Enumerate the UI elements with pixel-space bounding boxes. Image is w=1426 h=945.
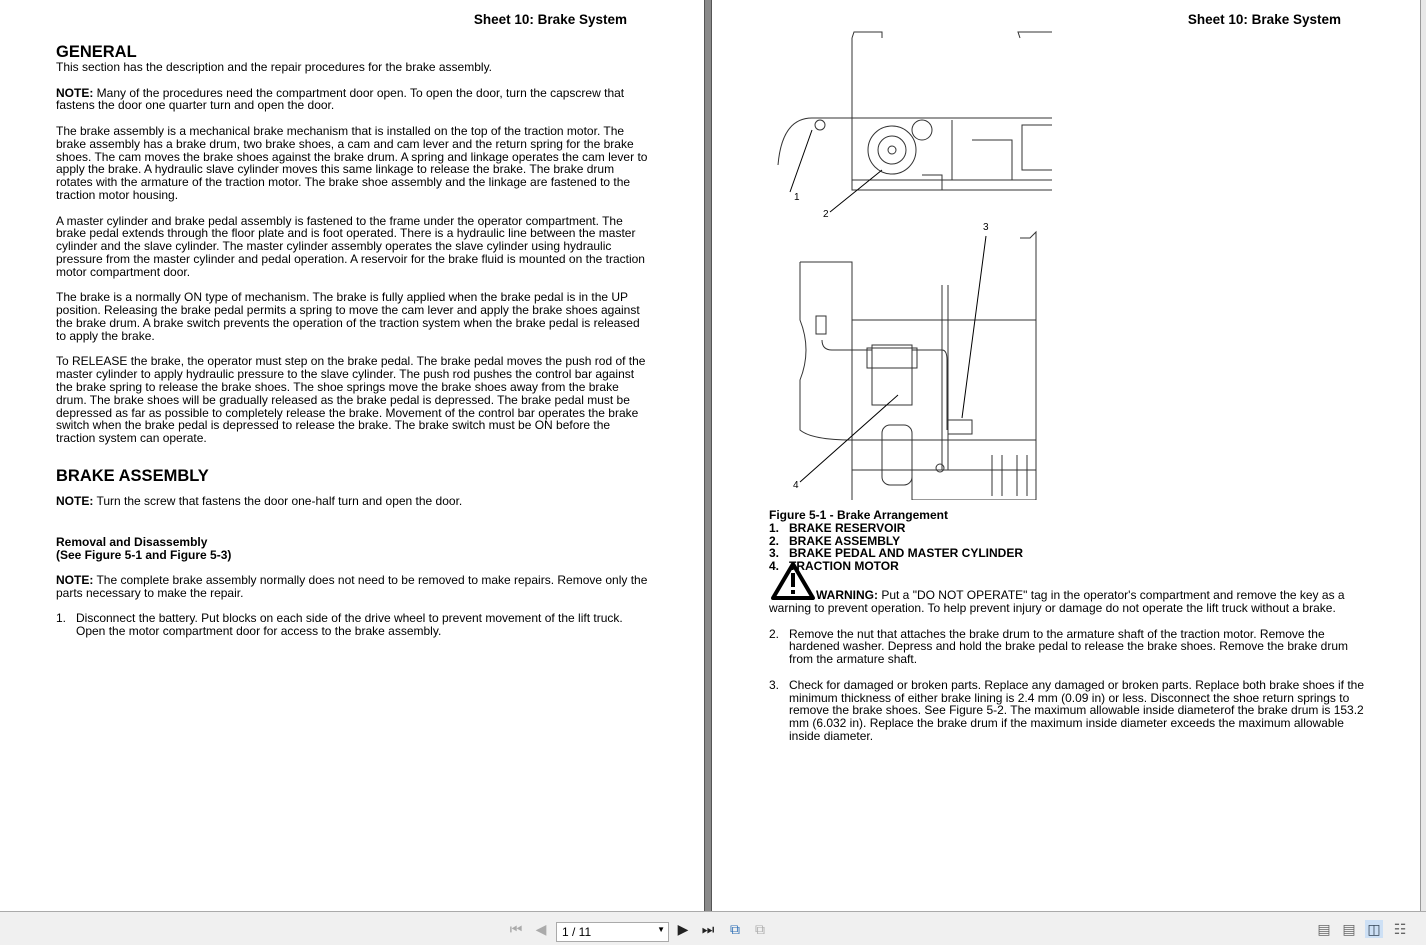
paragraph: A master cylinder and brake pedal assembly is fastened to the frame under the operator compartment. The brake pedal extends through the floor plate and is foot operated. There is a hydraulic line between the master cylinder and the slave cylinder. The master cylinder assembly operates the slave cylinder using hydraulic pressure from the master cylinder and pedal operation. A reservoir for the brake fluid is mounted on the traction motor compartment door.	[56, 213, 645, 279]
page-header: Sheet 10: Brake System	[1187, 12, 1341, 27]
warning	[769, 589, 1364, 615]
first-page-icon: ⏮	[509, 920, 523, 937]
section-title-brake-assembly: BRAKE ASSEMBLY	[56, 466, 209, 485]
subsection-subtitle: (See Figure 5-1 and Figure 5-3)	[56, 547, 232, 562]
last-page-icon: ⏭	[701, 920, 715, 937]
last-page-button[interactable]	[699, 920, 717, 938]
page-2-body	[769, 509, 1364, 743]
first-page-button[interactable]	[507, 920, 525, 938]
note-2	[56, 495, 648, 508]
previous-view-button[interactable]	[726, 920, 744, 938]
legend-text: TRACTION MOTOR	[789, 559, 899, 574]
step-1	[56, 612, 648, 638]
next-view-button[interactable]	[751, 920, 769, 938]
note-text: Turn the screw that fastens the door one-half turn and open the door.	[93, 493, 463, 508]
brake-arrangement-figure	[772, 30, 1052, 500]
next-page-icon: ▶	[677, 920, 689, 937]
note-label: NOTE:	[56, 85, 94, 100]
continuous-facing-view-button[interactable]	[1391, 920, 1409, 938]
legend-text: BRAKE RESERVOIR	[789, 520, 906, 535]
page-separator	[704, 0, 712, 911]
warning-triangle-icon	[770, 561, 816, 601]
paragraph: The brake assembly is a mechanical brake mechanism that is installed on the top of the traction motor. The brake assembly has a brake drum, two brake shoes, a cam and cam lever and the return spring for the brake shoes. The cam moves the brake shoes against the brake drum. A spring and linkage operates the cam lever to apply the brake. A hydraulic slave cylinder moves this same linkage to release the brake. The brake drum rotates with the armature of the traction motor. The brake shoe assembly and the linkage are fastened to the traction motor housing.	[56, 123, 648, 202]
chevron-down-icon: ▼	[657, 925, 665, 934]
page-selector[interactable]	[556, 922, 669, 942]
note-text: The complete brake assembly normally does not need to be removed to make repairs. Remove only the parts necessary to make the repair.	[56, 573, 648, 600]
step-2	[769, 628, 1364, 666]
step-3	[769, 679, 1364, 743]
next-view-icon: ⧉	[755, 920, 765, 937]
step-number: 2.	[769, 626, 780, 641]
legend-number: 4.	[769, 559, 780, 574]
section-title-general: GENERAL	[56, 43, 137, 61]
page-header: Sheet 10: Brake System	[473, 12, 627, 27]
step-number: 1.	[56, 611, 67, 626]
warning-label: WARNING:	[816, 587, 878, 602]
previous-page-button[interactable]	[532, 920, 550, 938]
legend-text: BRAKE ASSEMBLY	[789, 533, 901, 548]
previous-page-icon: ◀	[535, 920, 547, 937]
legend-number: 1.	[769, 520, 780, 535]
callout-2: 2	[823, 209, 829, 220]
bottom-toolbar	[0, 911, 1426, 945]
page-2	[712, 0, 1420, 911]
facing-pages-icon: ◫	[1367, 920, 1381, 937]
legend-item	[769, 560, 1364, 573]
callout-3: 3	[983, 222, 989, 233]
vertical-scrollbar[interactable]	[1420, 0, 1426, 911]
callout-4: 4	[793, 480, 799, 491]
legend-number: 2.	[769, 533, 780, 548]
page-1	[0, 0, 704, 911]
legend-number: 3.	[769, 546, 780, 561]
page-1-body	[56, 43, 648, 638]
continuous-page-icon: ▤	[1342, 920, 1356, 937]
general-intro: This section has the description and the repair procedures for the brake assembly.	[56, 60, 493, 74]
legend-item	[769, 522, 1364, 535]
paragraph: To RELEASE the brake, the operator must step on the brake pedal. The brake pedal moves the push rod of the master cylinder to apply hydraulic pressure to the slave cylinder. The push rod pushes the control bar against the brake spring to release the brake shoes. The shoe springs move the brake shoes away from the brake drum. The brake shoes will be gradually released as the brake pedal is depressed. The brake pedal must be depressed as far as possible to completely release the brake. Movement of the control bar operates the brake switch when the brake pedal is depressed to release the brake. The brake switch must be ON before the traction system can operate.	[56, 354, 646, 446]
step-text: Remove the nut that attaches the brake drum to the armature shaft of the traction motor. Remove the hardened washer. Depress and hold the brake pedal to release the brake shoes. Remove the brake drum from the armature shaft.	[789, 626, 1349, 667]
step-text: Disconnect the battery. Put blocks on each side of the drive wheel to prevent movement of the lift truck. Open the motor compartment door for access to the brake assembly.	[76, 611, 623, 639]
step-number: 3.	[769, 677, 780, 692]
paragraph: The brake is a normally ON type of mechanism. The brake is fully applied when the brake pedal is in the UP position. Releasing the brake pedal permits a spring to move the cam lever and apply the brake shoes against the brake drum. A brake switch prevents the operation of the traction system when the brake pedal is released to apply the brake.	[56, 290, 640, 343]
figure-legend	[769, 522, 1364, 573]
legend-text: BRAKE PEDAL AND MASTER CYLINDER	[789, 546, 1024, 561]
continuous-view-button[interactable]	[1340, 920, 1358, 938]
note-1	[56, 87, 648, 113]
subsection-title: Removal and Disassembly	[56, 534, 208, 549]
previous-view-icon: ⧉	[730, 920, 740, 937]
page-indicator: 1 / 11	[562, 925, 592, 939]
facing-view-button[interactable]	[1365, 920, 1383, 938]
note-3	[56, 574, 648, 600]
note-text: Many of the procedures need the compartment door open. To open the door, turn the capscrew that fastens the door one quarter turn and open the door.	[56, 85, 625, 113]
single-page-icon: ▤	[1317, 920, 1331, 937]
note-label: NOTE:	[56, 573, 94, 588]
callout-1: 1	[794, 192, 800, 203]
single-page-view-button[interactable]	[1315, 920, 1333, 938]
step-text: Check for damaged or broken parts. Replace any damaged or broken parts. Replace both brake shoes if the minimum thickness of either brake lining is 2.4 mm (0.09 in) or less. Disconnect the shoe return springs to remove the brake shoes. See Figure 5-2. The maximum allowable inside diameterof the brake drum is 153.2 mm (6.032 in). Replace the brake drum if the maximum inside diameter exceeds the maximum allowable inside diameter.	[789, 677, 1364, 743]
warning-text: Put a "DO NOT OPERATE" tag in the operator's compartment and remove the key as a warning to prevent operation. To help prevent injury or damage do not operate the lift truck without a brake.	[769, 587, 1345, 615]
next-page-button[interactable]	[674, 920, 692, 938]
continuous-facing-icon: ☷	[1393, 920, 1407, 937]
figure-caption: Figure 5-1 - Brake Arrangement	[769, 508, 948, 522]
note-label: NOTE:	[56, 493, 94, 508]
